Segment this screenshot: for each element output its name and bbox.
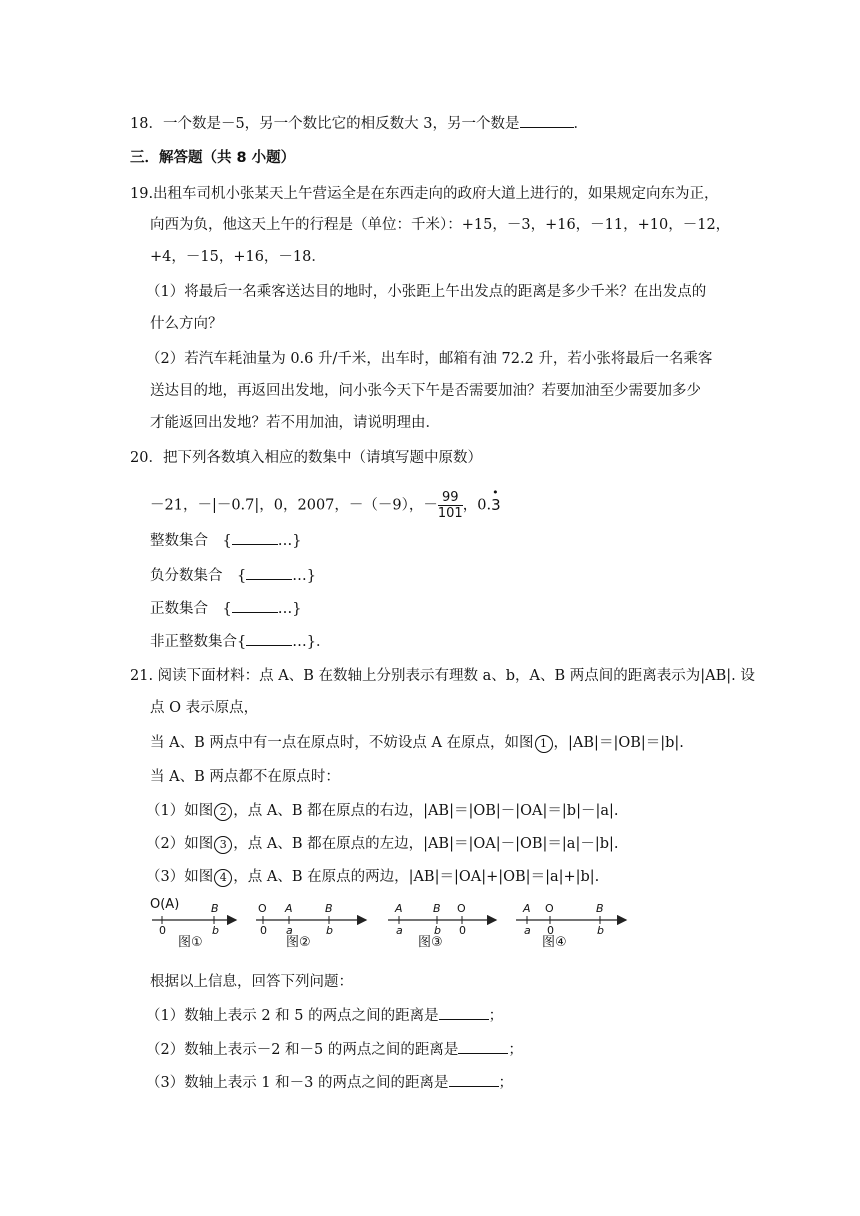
q20-number-list: －21，－|－0.7|，0，2007，－（－9），－ <box>150 497 438 514</box>
answer-blank <box>458 1039 508 1054</box>
circled-number: 4 <box>214 869 232 887</box>
fig2-caption: 图② <box>286 935 311 950</box>
fig4-a-label: A <box>523 902 531 915</box>
q21-case2 <box>146 834 619 854</box>
sub-question: （2）数轴上表示－2 和－5 的两点之间的距离是 <box>146 1042 459 1058</box>
q19-line1: 19.出租车司机小张某天上午营运全是在东西走向的政府大道上进行的，如果规定向东为正， <box>130 186 719 202</box>
repeating-decimal-int: 0. <box>477 497 492 514</box>
q21-sub3 <box>146 1072 513 1093</box>
q21-case3 <box>146 867 599 887</box>
q19-line2: 向西为负，他这天上午的行程是（单位：千米）：+15，－3，+16，－11，+10，－12， <box>150 217 731 233</box>
set-nonpositive-integers <box>150 631 330 652</box>
fraction-numerator: 99 <box>438 490 463 506</box>
set-blank <box>246 631 292 646</box>
sub-question: （1）数轴上表示 2 和 5 的两点之间的距离是 <box>146 1008 439 1024</box>
separator: ， <box>462 497 478 514</box>
figure-3 <box>388 902 496 950</box>
fraction <box>438 490 463 521</box>
q18-line <box>130 113 588 134</box>
set-label: 负分数集合 { <box>150 568 247 584</box>
q21-line3-formula: ，|AB|＝|OB|＝|b|. <box>553 735 684 751</box>
case-text: ，点 A、B 在原点的两边，|AB|＝|OA|+|OB|＝|a|+|b|. <box>233 869 600 885</box>
fig2-zero: 0 <box>260 924 267 937</box>
semicolon: ； <box>508 1042 523 1058</box>
fig4-o-label: O <box>545 902 554 915</box>
set-negative-fractions <box>150 565 316 586</box>
case-prefix: （2）如图 <box>146 836 214 852</box>
q21-sub2 <box>146 1039 523 1060</box>
q21-after: 根据以上信息，回答下列问题： <box>150 974 353 990</box>
fig4-zero: 0 <box>547 924 554 937</box>
fig3-a-value: a <box>396 924 403 937</box>
answer-blank <box>449 1072 499 1087</box>
q19-part1-line1: （1）将最后一名乘客送达目的地时，小张距上午出发点的距离是多少千米？在出发点的 <box>146 284 707 300</box>
figure-2 <box>256 902 366 950</box>
fig1-origin-label: O(A) <box>150 897 180 912</box>
set-label: 非正整数集合{ <box>150 634 247 650</box>
q20-numbers <box>150 490 501 521</box>
q19-part2-line2: 送达目的地，再返回出发地，问小张今天下午是否需要加油？若要加油至少需要加多少 <box>150 383 701 399</box>
case-text: ，点 A、B 都在原点的右边，|AB|＝|OB|－|OA|＝|b|－|a|. <box>233 803 619 819</box>
q18-end: ． <box>573 116 589 132</box>
repeating-digit: • 3 <box>491 495 501 515</box>
set-tail: …} <box>277 533 302 549</box>
case-text: ，点 A、B 都在原点的左边，|AB|＝|OA|－|OB|＝|a|－|b|. <box>233 836 619 852</box>
q19-part1-line2: 什么方向？ <box>150 316 223 332</box>
sub-question: （3）数轴上表示 1 和－3 的两点之间的距离是 <box>146 1075 449 1091</box>
set-label: 正数集合 { <box>150 601 232 617</box>
fig3-b-value: b <box>434 924 441 937</box>
fig2-a-value: a <box>286 924 293 937</box>
semicolon: ； <box>498 1075 514 1091</box>
fraction-denominator: 101 <box>437 506 463 521</box>
circled-number: 3 <box>214 836 232 854</box>
q19-line3: +4，－15，+16，－18． <box>150 249 326 265</box>
q18-text: 18．一个数是－5，另一个数比它的相反数大 3，另一个数是 <box>130 116 520 132</box>
fig3-b-label: B <box>433 902 441 915</box>
set-positive <box>150 598 301 619</box>
fig2-b-value: b <box>326 924 333 937</box>
set-integers <box>150 530 301 551</box>
fig4-b-value: b <box>597 924 604 937</box>
figure-1 <box>150 897 236 950</box>
fig4-caption: 图④ <box>542 935 567 950</box>
set-label: 整数集合 { <box>150 533 232 549</box>
case-prefix: （3）如图 <box>146 869 214 885</box>
fig2-o-label: O <box>258 902 267 915</box>
fig4-a-value: a <box>524 924 531 937</box>
fig2-b-label: B <box>325 902 333 915</box>
q21-case1 <box>146 801 619 821</box>
q21-line4: 当 A、B 两点都不在原点时： <box>150 769 340 785</box>
q21-line3 <box>150 733 684 753</box>
circled-number: 1 <box>535 735 553 753</box>
set-blank <box>246 565 292 580</box>
q18-blank <box>520 113 574 128</box>
fig1-b-label: B <box>211 902 219 915</box>
fig3-caption: 图③ <box>418 935 443 950</box>
fig3-zero: 0 <box>459 924 466 937</box>
set-blank <box>232 530 278 545</box>
set-tail: …} <box>292 568 316 584</box>
answer-blank <box>439 1005 489 1020</box>
set-tail: …} <box>277 601 302 617</box>
case-prefix: （1）如图 <box>146 803 214 819</box>
semicolon: ； <box>488 1008 504 1024</box>
fig1-zero: 0 <box>159 924 166 937</box>
circled-number: 2 <box>214 803 232 821</box>
fig1-b-value: b <box>212 924 219 937</box>
q20-line1: 20．把下列各数填入相应的数集中（请填写题中原数） <box>130 450 482 466</box>
number-line-figures <box>144 892 630 956</box>
q21-line3-text: 当 A、B 两点中有一点在原点时，不妨设点 A 在原点，如图 <box>150 735 534 751</box>
figure-4 <box>516 902 626 950</box>
set-tail: …}． <box>292 634 331 650</box>
q21-sub1 <box>146 1005 503 1026</box>
q21-line1: 21. 阅读下面材料：点 A、B 在数轴上分别表示有理数 a、b，A、B 两点间的距离表示为|AB|. 设 <box>130 668 755 684</box>
fig3-o-label: O <box>457 902 466 915</box>
fig1-caption: 图① <box>178 935 203 950</box>
q19-part2-line1: （2）若汽车耗油量为 0.6 升/千米，出车时，邮箱有油 72.2 升，若小张将最后一名乘客 <box>146 351 713 367</box>
fig3-a-label: A <box>395 902 403 915</box>
section-heading: 三．解答题（共 8 小题） <box>130 150 296 166</box>
set-blank <box>232 598 278 613</box>
fig2-a-label: A <box>285 902 293 915</box>
q19-part2-line3: 才能返回出发地？若不用加油，请说明理由． <box>150 415 440 431</box>
q21-line2: 点 O 表示原点， <box>150 700 259 716</box>
fig4-b-label: B <box>596 902 604 915</box>
